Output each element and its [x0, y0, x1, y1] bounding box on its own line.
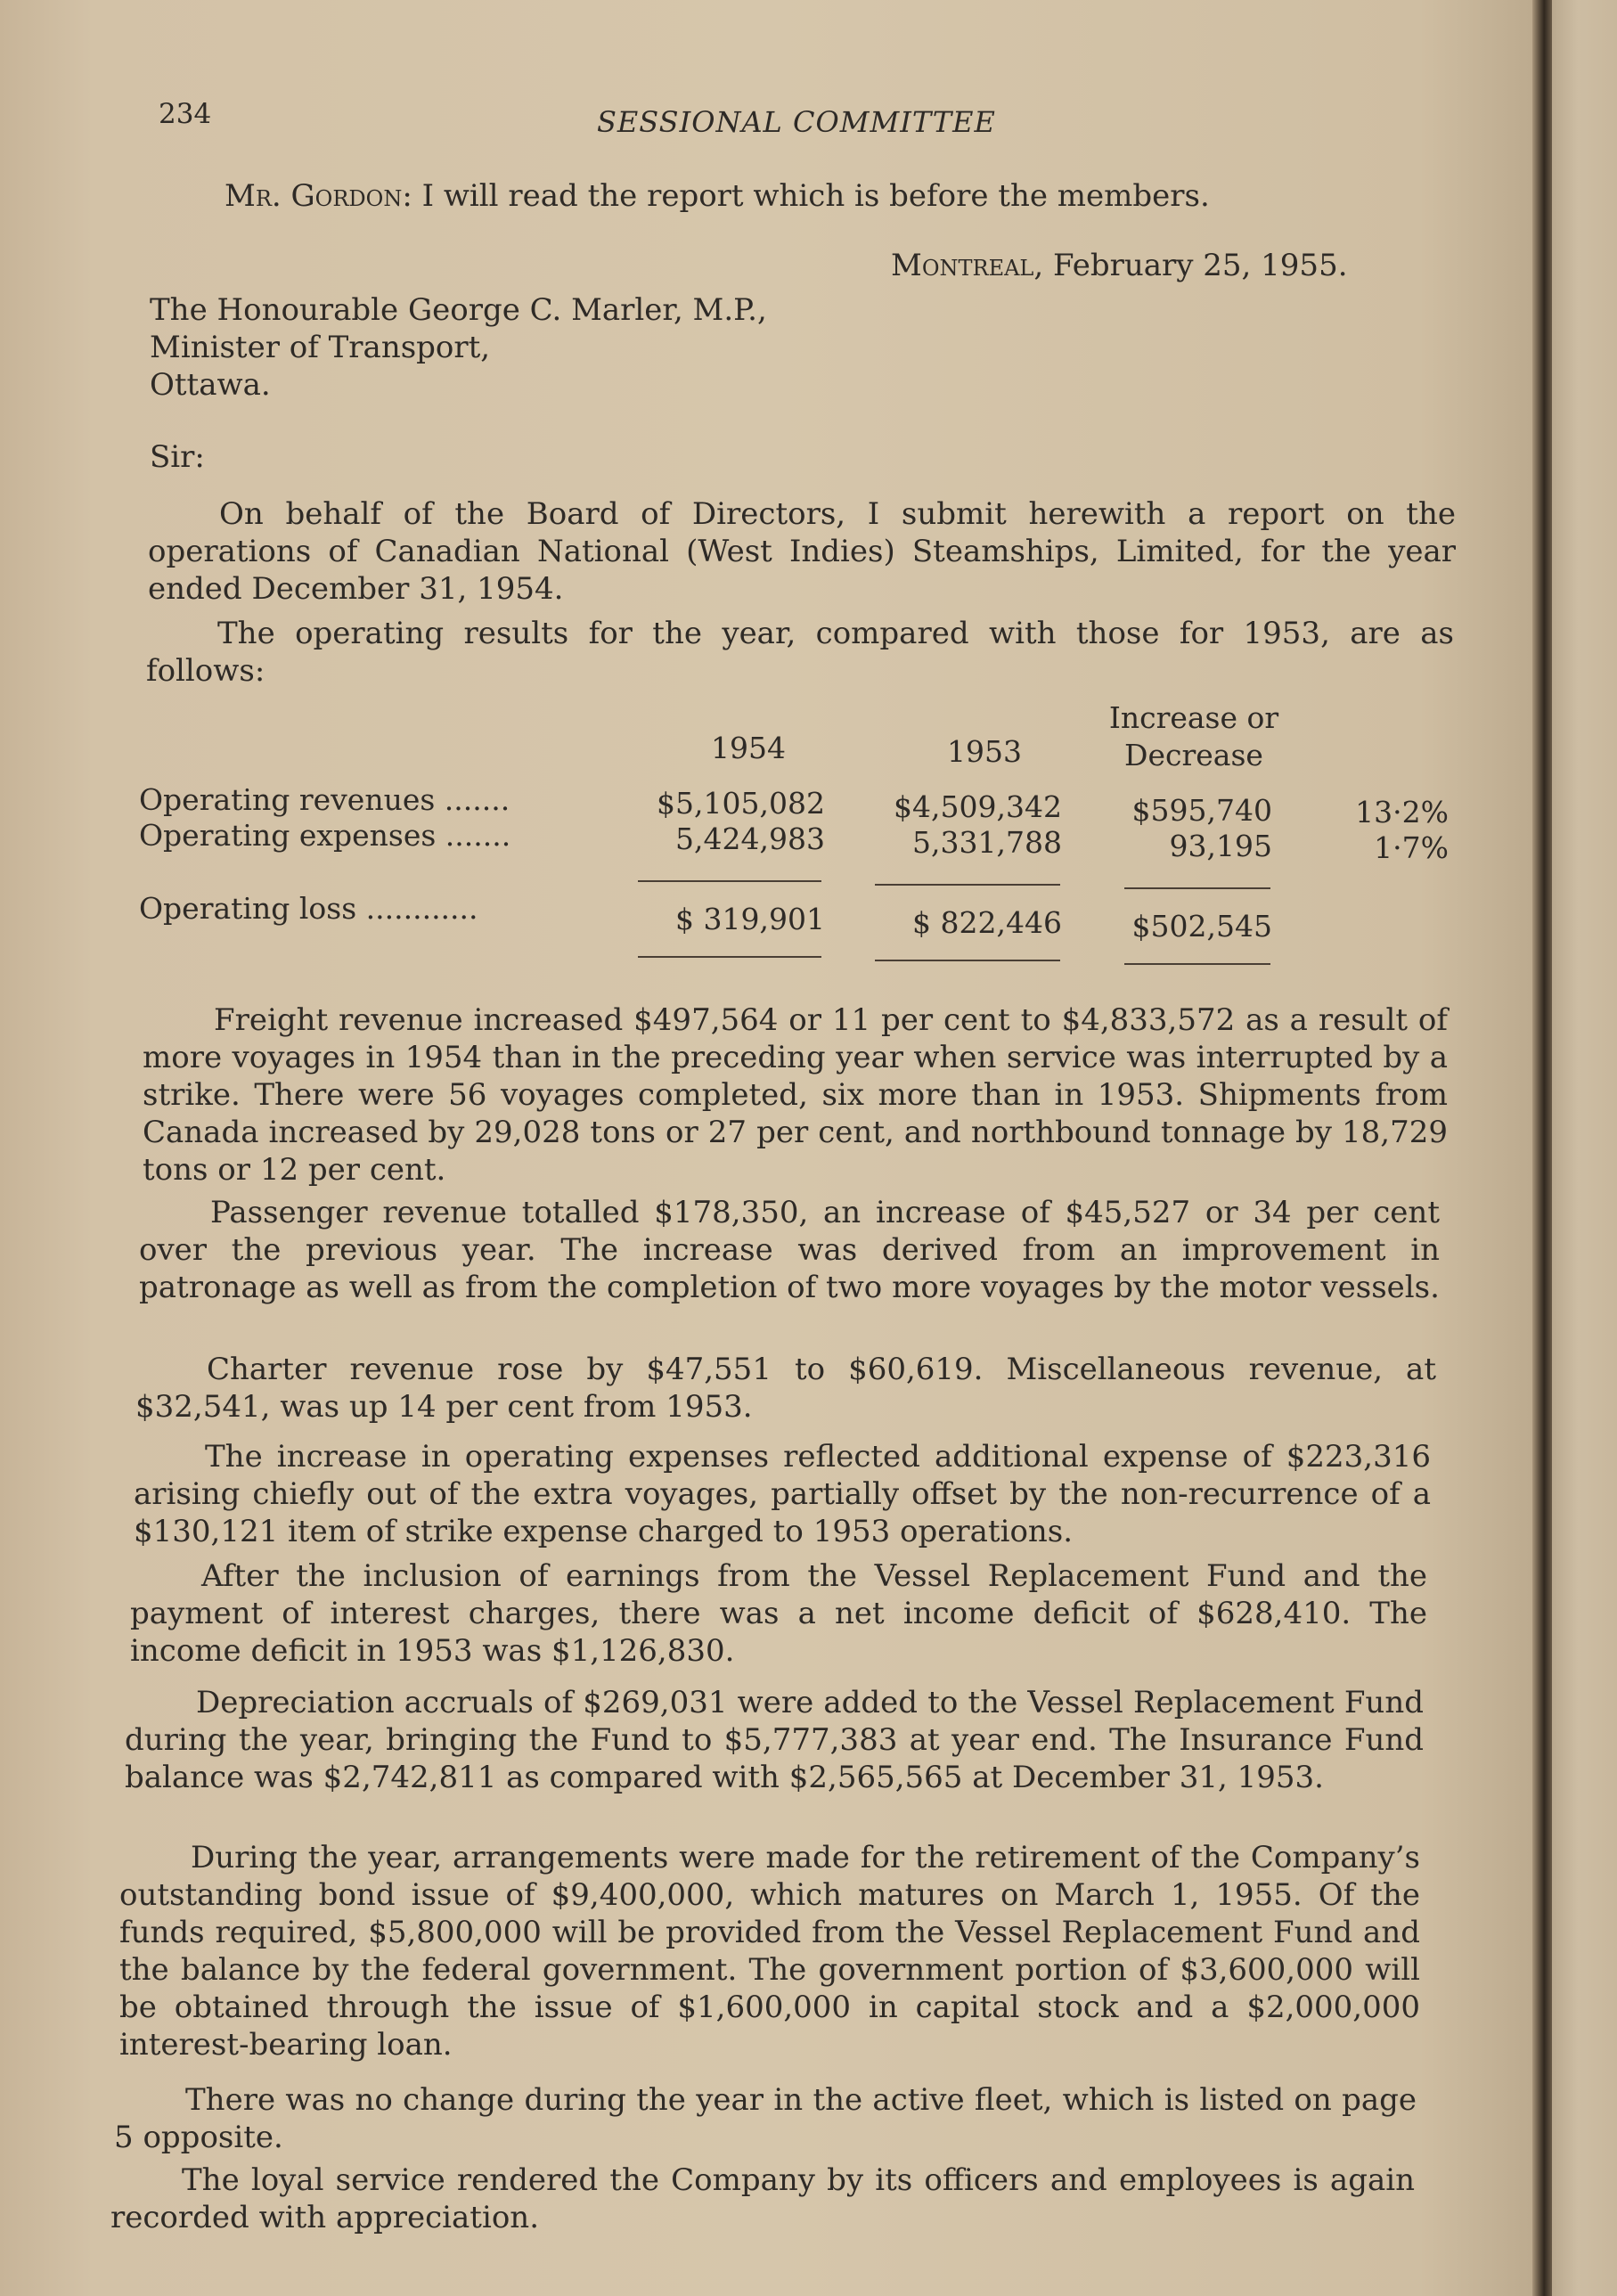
expenses-pct: 1·7% [1374, 830, 1449, 865]
row-label-expenses: Operating expenses ....... [139, 818, 511, 853]
paragraph-closing: The loyal service rendered the Company by its officers and employees is again recorded with appreciation. [110, 2162, 1415, 2235]
total-rule-1953 [875, 960, 1060, 961]
address-line-1: The Honourable George C. Marler, M.P., [150, 292, 767, 328]
book-gutter [1532, 0, 1552, 2296]
header-change-line-2: Decrease [1124, 738, 1263, 772]
expenses-1953: 5,331,788 [912, 825, 1062, 860]
paragraph-fleet: There was no change during the year in the active fleet, which is listed on page 5 opposite. [114, 2082, 1417, 2155]
row-label-revenues: Operating revenues ....... [139, 782, 510, 817]
revenues-1954: $5,105,082 [657, 786, 825, 821]
sum-rule-1953 [875, 884, 1060, 886]
total-rule-change [1124, 963, 1270, 965]
header-1953: 1953 [947, 734, 1022, 769]
paragraph-bond-issue: During the year, arrangements were made for the retirement of the Company’s outstanding bond issue of $9,400,000, which matures on March 1, 1955. Of the funds required, $5,800,000 will be provided from the Vessel Replacement Fund and the balance by the federal government. The government portion of $3,600,000 will be obtained through the issue of $1,600,000 in capital stock and a $2,000,000 interest-bearing loan. [119, 1840, 1420, 2063]
intro-text: I will read the report which is before the members. [421, 178, 1210, 214]
sum-rule-change [1124, 887, 1270, 889]
address-line-2: Minister of Transport, [150, 330, 491, 365]
dateline-city: Montreal, [891, 248, 1044, 283]
paragraph-1: On behalf of the Board of Directors, I submit herewith a report on the operations of Canadian National (West Indies) Steamships, Limited, for the year ended December 31, 1954. [148, 496, 1456, 607]
paragraph-expenses: The increase in operating expenses reflected additional expense of $223,316 arising chiefly out of the extra voyages, partially offset by the non-recurrence of a $130,121 item of strike expense charged to 1953 operations. [134, 1439, 1431, 1549]
page-number: 234 [159, 98, 212, 130]
paragraph-freight: Freight revenue increased $497,564 or 11 per cent to $4,833,572 as a result of more voyages in 1954 than in the preceding year when service was interrupted by a strike. There were 56 voyages completed, six more than in 1953. Shipments from Canada increased by 29,028 tons or 27 per cent, and northbound tonnage by 18,729 tons or 12 per cent. [143, 1002, 1448, 1188]
expenses-change: 93,195 [1169, 829, 1272, 863]
speaker-name: Mr. Gordon: [225, 178, 412, 214]
salutation: Sir: [150, 439, 205, 475]
header-change-line-1: Increase or [1108, 700, 1279, 735]
header-1954: 1954 [711, 731, 786, 765]
row-label-loss: Operating loss ............ [139, 891, 478, 926]
revenues-change: $595,740 [1131, 793, 1272, 828]
intro-line [225, 178, 1210, 214]
dateline-date: February 25, 1955. [1052, 248, 1348, 283]
total-rule-1954 [638, 956, 821, 958]
loss-1954: $ 319,901 [675, 902, 825, 936]
dateline [891, 248, 1348, 283]
revenues-1953: $4,509,342 [894, 789, 1062, 824]
paragraph-charter: Charter revenue rose by $47,551 to $60,619. Miscellaneous revenue, at $32,541, was up 14 per cent from 1953. [135, 1352, 1436, 1425]
loss-change: $502,545 [1131, 909, 1272, 944]
sum-rule-1954 [638, 880, 821, 882]
revenues-pct: 13·2% [1355, 795, 1449, 829]
facing-page-edge [1552, 0, 1617, 2296]
paragraph-2: The operating results for the year, compared with those for 1953, are as follows: [146, 616, 1454, 689]
paragraph-depreciation: Depreciation accruals of $269,031 were added to the Vessel Replacement Fund during the year, bringing the Fund to $5,777,383 at year end. The Insurance Fund balance was $2,742,811 as compared with $2,565,565 at December 31, 1953. [125, 1685, 1424, 1795]
running-head: SESSIONAL COMMITTEE [597, 105, 996, 139]
paragraph-passenger: Passenger revenue totalled $178,350, an increase of $45,527 or 34 per cent over the previous year. The increase was derived from an improvement in patronage as well as from the completion of two more voyages by the motor vessels. [139, 1195, 1440, 1305]
address-line-3: Ottawa. [150, 367, 271, 403]
paragraph-deficit: After the inclusion of earnings from the Vessel Replacement Fund and the payment of interest charges, there was a net income deficit of $628,410. The income deficit in 1953 was $1,126,830. [130, 1558, 1427, 1669]
loss-1953: $ 822,446 [912, 905, 1062, 940]
expenses-1954: 5,424,983 [675, 821, 825, 856]
